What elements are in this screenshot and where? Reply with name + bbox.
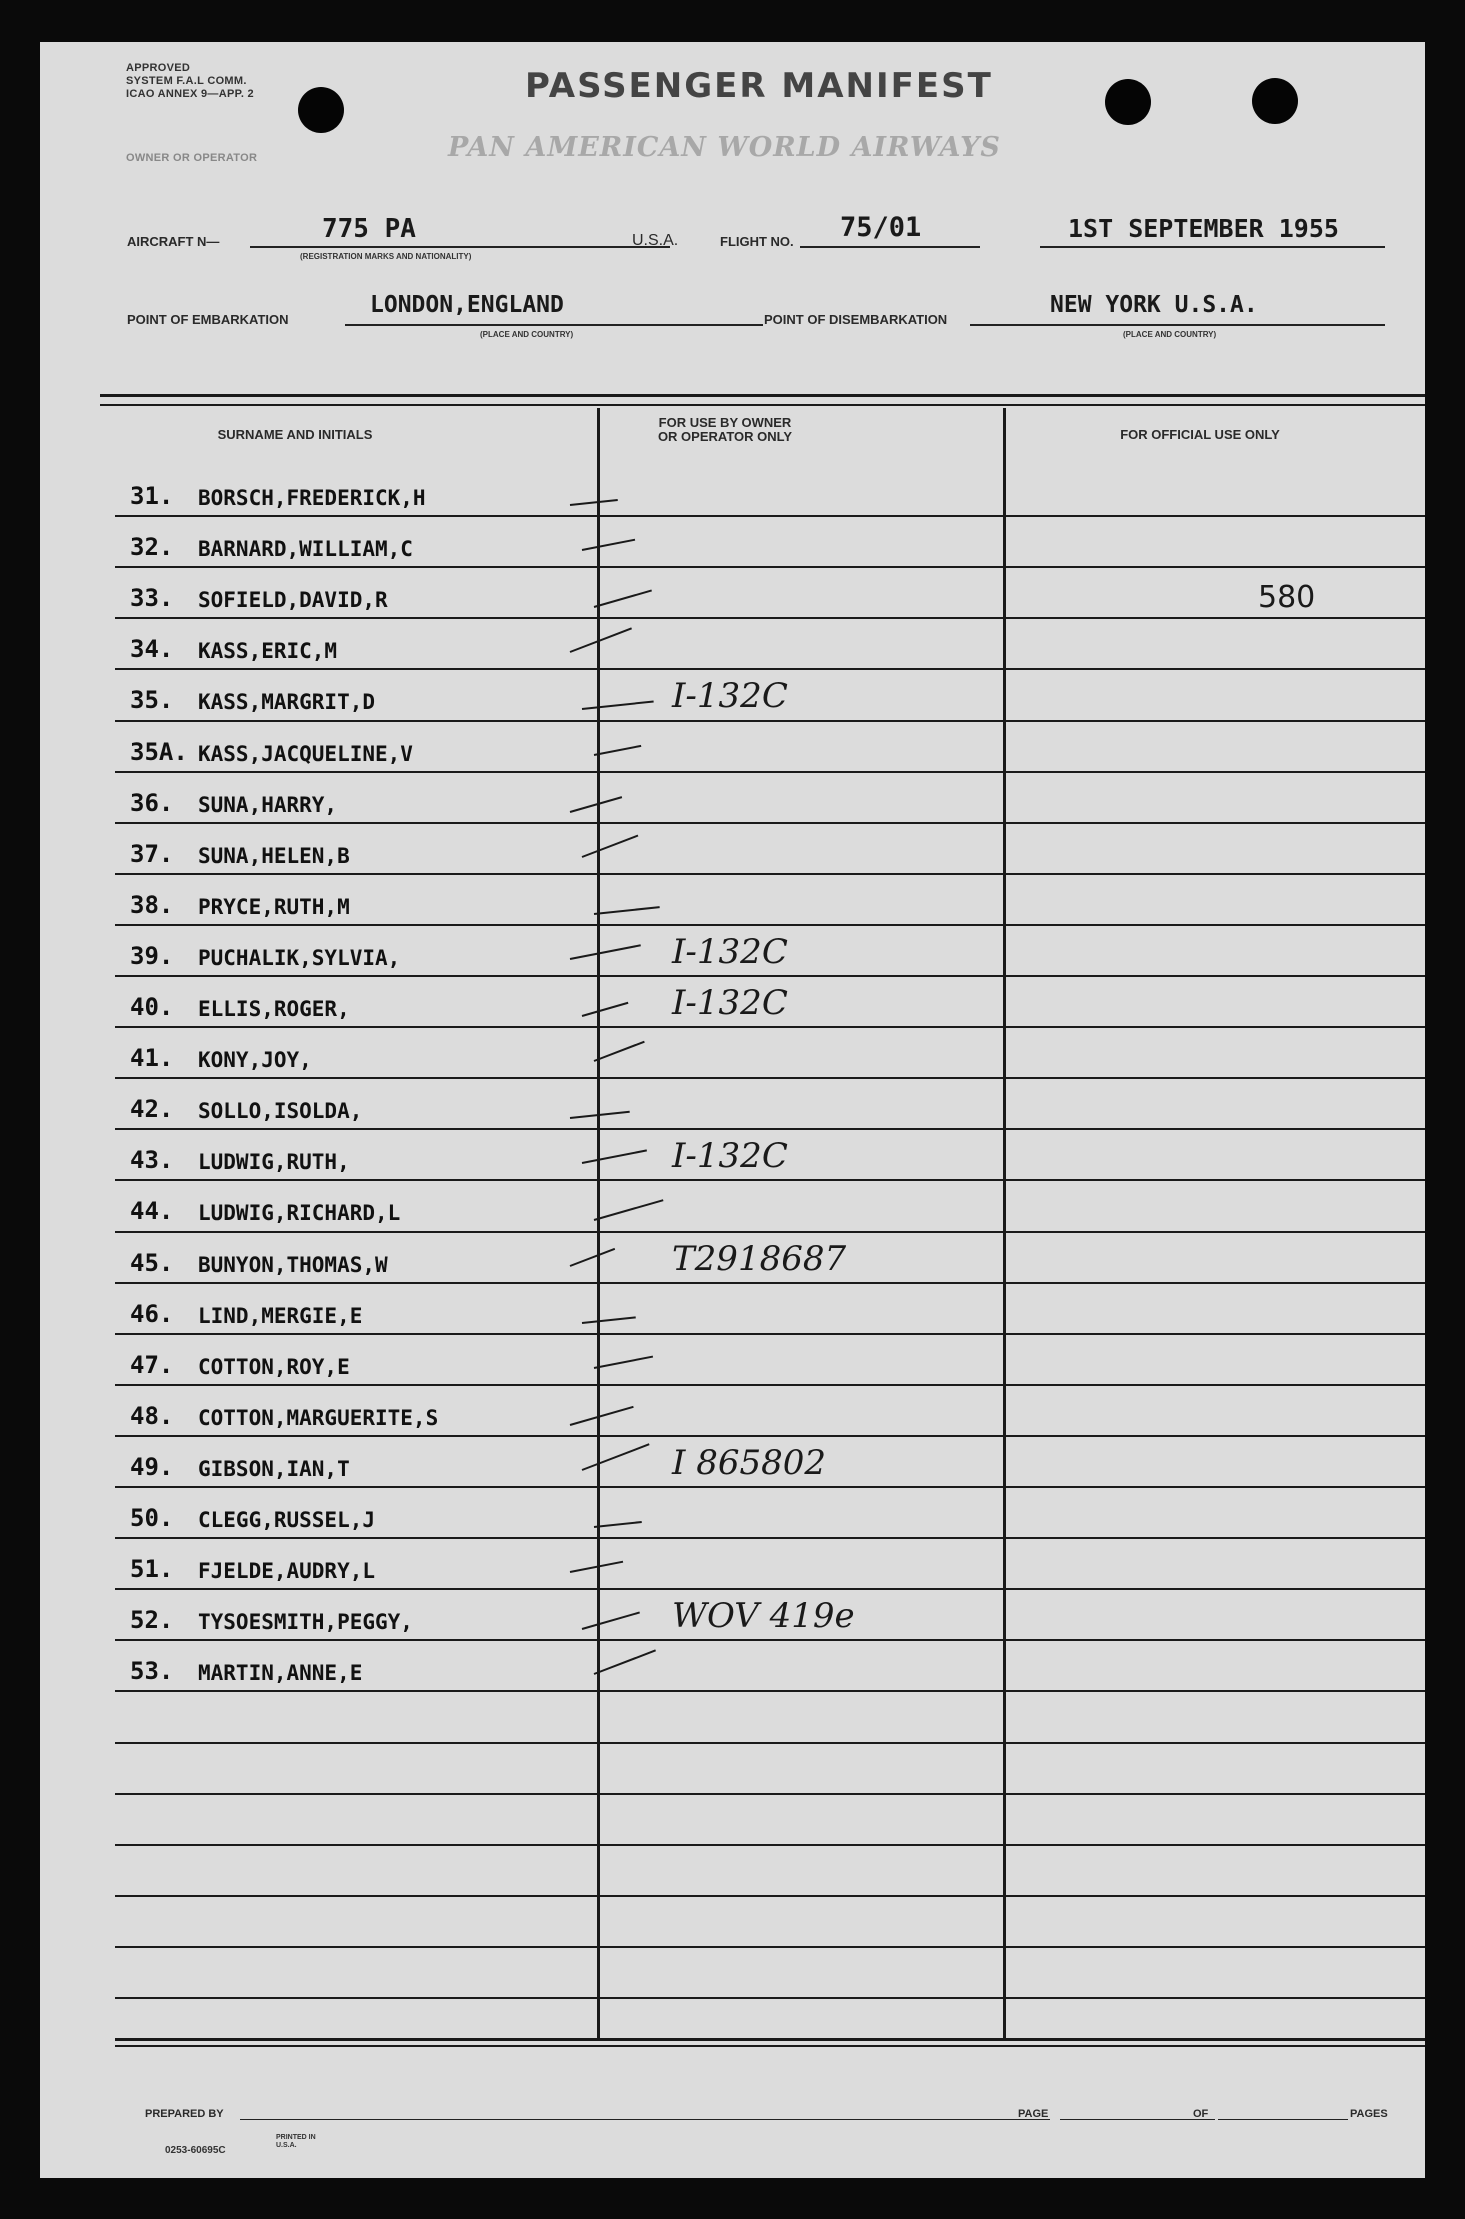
passenger-name: SOLLO,ISOLDA, — [198, 1099, 363, 1123]
handwritten-note: I-132C — [672, 676, 788, 716]
passenger-row — [40, 1077, 1425, 1128]
form-title: PASSENGER MANIFEST — [525, 66, 993, 106]
check-mark — [570, 627, 632, 653]
passenger-name: PUCHALIK,SYLVIA, — [198, 946, 401, 970]
passenger-number: 37. — [130, 840, 174, 868]
passenger-name: SUNA,HARRY, — [198, 793, 338, 817]
embarkation-underline — [345, 324, 763, 326]
check-mark — [582, 835, 639, 858]
check-mark — [570, 944, 641, 960]
check-mark — [594, 590, 652, 608]
passenger-name: LUDWIG,RUTH, — [198, 1150, 350, 1174]
check-mark — [570, 1111, 630, 1119]
check-mark — [582, 539, 635, 551]
row-separator — [115, 1793, 1425, 1795]
passenger-row — [40, 1128, 1425, 1179]
passenger-row — [40, 566, 1425, 617]
passenger-row — [40, 464, 1425, 515]
table-bottom-rule-2 — [115, 2045, 1425, 2047]
check-mark — [582, 1612, 640, 1630]
official-code: 580 — [1258, 580, 1316, 615]
passenger-row — [40, 720, 1425, 771]
table-bottom-rule — [115, 2038, 1425, 2041]
place-caption-2: (PLACE AND COUNTRY) — [1123, 330, 1217, 339]
row-separator — [115, 1946, 1425, 1948]
row-separator — [115, 1997, 1425, 1999]
airline-name: PAN AMERICAN WORLD AIRWAYS — [448, 132, 1001, 163]
passenger-number: 49. — [130, 1453, 174, 1481]
flight-no-underline — [800, 246, 980, 248]
form-code: 0253-60695C — [165, 2145, 226, 2156]
passenger-row — [40, 1486, 1425, 1537]
passenger-name: KASS,ERIC,M — [198, 639, 338, 663]
passenger-row — [40, 822, 1425, 873]
passenger-name: LIND,MERGIE,E — [198, 1304, 363, 1328]
passenger-number: 43. — [130, 1146, 174, 1174]
embarkation-value: LONDON,ENGLAND — [370, 292, 564, 318]
passenger-name: GIBSON,IAN,T — [198, 1457, 350, 1481]
check-mark — [582, 700, 654, 710]
handwritten-note: T2918687 — [672, 1239, 847, 1279]
passenger-number: 35. — [130, 686, 174, 714]
approved-label: APPROVED — [126, 62, 191, 74]
punch-hole — [1105, 79, 1151, 125]
check-mark — [582, 1316, 636, 1324]
icao-label: ICAO ANNEX 9—APP. 2 — [126, 88, 254, 100]
passenger-row — [40, 1231, 1425, 1282]
passenger-row — [40, 1333, 1425, 1384]
row-separator — [115, 1742, 1425, 1744]
row-separator — [115, 1690, 1425, 1692]
passenger-number: 45. — [130, 1249, 174, 1277]
passenger-number: 48. — [130, 1402, 174, 1430]
passenger-name: BUNYON,THOMAS,W — [198, 1253, 388, 1277]
passenger-row — [40, 771, 1425, 822]
passenger-row — [40, 1588, 1425, 1639]
passenger-row — [40, 1384, 1425, 1435]
page-line — [1060, 2119, 1215, 2120]
aircraft-value: 775 PA — [322, 214, 416, 244]
passenger-number: 46. — [130, 1300, 174, 1328]
passenger-row — [40, 924, 1425, 975]
passenger-name: ELLIS,ROGER, — [198, 997, 350, 1021]
passenger-row — [40, 1435, 1425, 1486]
printed-in-usa: PRINTED IN U.S.A. — [276, 2134, 316, 2149]
passenger-row — [40, 1537, 1425, 1588]
passenger-row — [40, 1179, 1425, 1230]
passenger-number: 42. — [130, 1095, 174, 1123]
passenger-name: FJELDE,AUDRY,L — [198, 1559, 376, 1583]
owner-column-header-1: FOR USE BY OWNER — [658, 415, 792, 430]
row-separator — [115, 1844, 1425, 1846]
passenger-number: 38. — [130, 891, 174, 919]
passenger-number: 31. — [130, 482, 174, 510]
usa-label: U.S.A. — [632, 232, 679, 249]
check-mark — [594, 745, 641, 756]
prepared-by-line — [240, 2119, 1050, 2120]
registration-caption: (REGISTRATION MARKS AND NATIONALITY) — [300, 252, 472, 261]
passenger-number: 32. — [130, 533, 174, 561]
aircraft-label: AIRCRAFT N— — [127, 234, 220, 249]
page-label: PAGE — [1018, 2108, 1049, 2120]
passenger-name: KASS,JACQUELINE,V — [198, 742, 413, 766]
manifest-sheet — [40, 42, 1425, 2178]
owner-operator-label: OWNER OR OPERATOR — [126, 152, 258, 164]
passenger-row — [40, 617, 1425, 668]
check-mark — [594, 906, 660, 915]
handwritten-note: WOV 419e — [672, 1596, 855, 1636]
date-underline — [1040, 246, 1385, 248]
passenger-name: PRYCE,RUTH,M — [198, 895, 350, 919]
check-mark — [582, 1149, 647, 1164]
check-mark — [570, 796, 622, 813]
passenger-number: 41. — [130, 1044, 174, 1072]
punch-hole — [298, 87, 344, 133]
pages-label: PAGES — [1350, 2108, 1388, 2120]
check-mark — [570, 1248, 616, 1267]
flight-no-label: FLIGHT NO. — [720, 234, 794, 249]
punch-hole — [1252, 78, 1298, 124]
passenger-number: 44. — [130, 1197, 174, 1225]
check-mark — [582, 1443, 650, 1471]
disembarkation-label: POINT OF DISEMBARKATION — [764, 312, 948, 327]
passenger-name: BARNARD,WILLIAM,C — [198, 537, 413, 561]
handwritten-note: I-132C — [672, 932, 788, 972]
table-top-rule-2 — [100, 404, 1425, 406]
passenger-number: 33. — [130, 584, 174, 612]
place-caption: (PLACE AND COUNTRY) — [480, 330, 574, 339]
passenger-number: 39. — [130, 942, 174, 970]
passenger-number: 50. — [130, 1504, 174, 1532]
disembarkation-value: NEW YORK U.S.A. — [1050, 292, 1258, 318]
handwritten-note: I-132C — [672, 1136, 788, 1176]
check-mark — [582, 1002, 629, 1017]
passenger-number: 52. — [130, 1606, 174, 1634]
passenger-row — [40, 1639, 1425, 1690]
surname-column-header: SURNAME AND INITIALS — [217, 427, 373, 442]
passenger-name: COTTON,ROY,E — [198, 1355, 350, 1379]
handwritten-note: I-132C — [672, 983, 788, 1023]
passenger-row — [40, 873, 1425, 924]
passenger-row — [40, 975, 1425, 1026]
passenger-name: CLEGG,RUSSEL,J — [198, 1508, 376, 1532]
passenger-name: TYSOESMITH,PEGGY, — [198, 1610, 413, 1634]
passenger-row — [40, 515, 1425, 566]
check-mark — [594, 1041, 645, 1062]
passenger-name: KASS,MARGRIT,D — [198, 690, 376, 714]
check-mark — [594, 1649, 656, 1675]
check-mark — [570, 1406, 634, 1426]
of-label: OF — [1193, 2108, 1209, 2120]
owner-column-header-2: OR OPERATOR ONLY — [657, 429, 793, 444]
check-mark — [594, 1199, 664, 1221]
check-mark — [594, 1356, 653, 1369]
check-mark — [570, 1561, 623, 1573]
prepared-by-label: PREPARED BY — [145, 2108, 224, 2120]
aircraft-underline — [250, 246, 670, 248]
passenger-row — [40, 668, 1425, 719]
passenger-number: 40. — [130, 993, 174, 1021]
passenger-name: MARTIN,ANNE,E — [198, 1661, 363, 1685]
passenger-number: 35A. — [130, 738, 188, 766]
row-separator — [115, 1895, 1425, 1897]
passenger-number: 47. — [130, 1351, 174, 1379]
passenger-name: LUDWIG,RICHARD,L — [198, 1201, 401, 1225]
of-line — [1218, 2119, 1348, 2120]
passenger-name: COTTON,MARGUERITE,S — [198, 1406, 439, 1430]
passenger-number: 34. — [130, 635, 174, 663]
check-mark — [594, 1521, 642, 1528]
passenger-number: 53. — [130, 1657, 174, 1685]
passenger-name: SOFIELD,DAVID,R — [198, 588, 388, 612]
passenger-name: SUNA,HELEN,B — [198, 844, 350, 868]
passenger-name: BORSCH,FREDERICK,H — [198, 486, 426, 510]
system-label: SYSTEM F.A.L COMM. — [126, 75, 247, 87]
flight-no-value: 75/01 — [840, 212, 922, 243]
embarkation-label: POINT OF EMBARKATION — [127, 312, 289, 327]
official-column-header: FOR OFFICIAL USE ONLY — [1120, 427, 1280, 442]
passenger-row — [40, 1026, 1425, 1077]
disembarkation-underline — [970, 324, 1385, 326]
passenger-name: KONY,JOY, — [198, 1048, 312, 1072]
handwritten-note: I 865802 — [672, 1443, 827, 1483]
passenger-row — [40, 1282, 1425, 1333]
check-mark — [570, 499, 618, 506]
passenger-number: 51. — [130, 1555, 174, 1583]
passenger-number: 36. — [130, 789, 174, 817]
table-top-rule — [100, 394, 1425, 397]
flight-date: 1ST SEPTEMBER 1955 — [1068, 214, 1339, 243]
